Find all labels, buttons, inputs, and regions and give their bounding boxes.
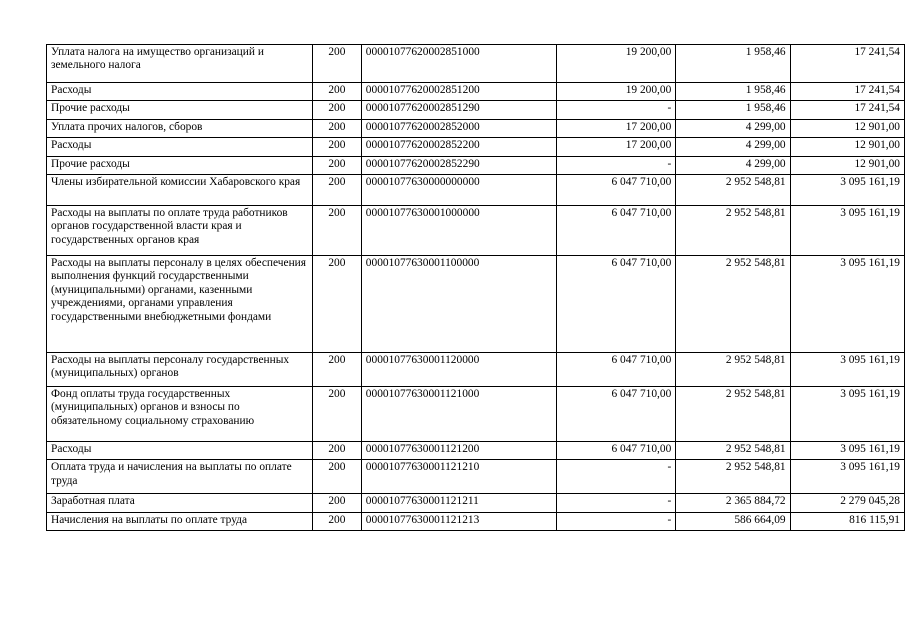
cell-executed: 2 952 548,81 [676, 256, 790, 353]
table-row [47, 206, 905, 256]
cell-unexecuted: 17 241,54 [790, 101, 904, 119]
cell-budget-code: 00001077620002852200 [361, 138, 556, 156]
cell-budget-code: 00001077630000000000 [361, 175, 556, 206]
cell-name: Расходы на выплаты персоналу в целях обеспечения выполнения функций государственными (муниципальными) органами, казенными учреждениями, органами управления государственными внебюджетными фондами [47, 256, 313, 353]
cell-executed: 1 958,46 [676, 45, 790, 83]
cell-line-code: 200 [312, 206, 361, 256]
cell-budget-code: 00001077620002851290 [361, 101, 556, 119]
cell-name: Фонд оплаты труда государственных (муниципальных) органов и взносы по обязательному социальному страхованию [47, 387, 313, 442]
cell-name: Уплата прочих налогов, сборов [47, 119, 313, 137]
cell-unexecuted: 816 115,91 [790, 512, 904, 530]
table-row [47, 460, 905, 494]
table-row [47, 494, 905, 512]
cell-line-code: 200 [312, 119, 361, 137]
cell-executed: 2 952 548,81 [676, 353, 790, 387]
cell-executed: 2 952 548,81 [676, 442, 790, 460]
cell-executed: 1 958,46 [676, 101, 790, 119]
table-row [47, 387, 905, 442]
cell-unexecuted: 3 095 161,19 [790, 353, 904, 387]
cell-line-code: 200 [312, 387, 361, 442]
cell-name: Прочие расходы [47, 156, 313, 174]
table-row [47, 101, 905, 119]
cell-approved: - [557, 460, 676, 494]
table-row [47, 353, 905, 387]
cell-budget-code: 00001077630001120000 [361, 353, 556, 387]
cell-approved: - [557, 156, 676, 174]
cell-executed: 2 952 548,81 [676, 387, 790, 442]
cell-line-code: 200 [312, 442, 361, 460]
cell-line-code: 200 [312, 175, 361, 206]
cell-budget-code: 00001077630001121213 [361, 512, 556, 530]
cell-budget-code: 00001077620002852290 [361, 156, 556, 174]
cell-line-code: 200 [312, 494, 361, 512]
cell-name: Расходы [47, 442, 313, 460]
cell-name: Расходы на выплаты персоналу государственных (муниципальных) органов [47, 353, 313, 387]
cell-approved: 6 047 710,00 [557, 256, 676, 353]
budget-execution-table [46, 44, 905, 531]
cell-budget-code: 00001077630001100000 [361, 256, 556, 353]
cell-executed: 2 952 548,81 [676, 175, 790, 206]
cell-line-code: 200 [312, 83, 361, 101]
table-row [47, 138, 905, 156]
cell-approved: - [557, 494, 676, 512]
cell-name: Члены избирательной комиссии Хабаровского края [47, 175, 313, 206]
cell-approved: 6 047 710,00 [557, 175, 676, 206]
cell-approved: 19 200,00 [557, 83, 676, 101]
cell-budget-code: 00001077630001121210 [361, 460, 556, 494]
cell-executed: 4 299,00 [676, 119, 790, 137]
cell-unexecuted: 12 901,00 [790, 138, 904, 156]
cell-unexecuted: 3 095 161,19 [790, 460, 904, 494]
cell-executed: 4 299,00 [676, 138, 790, 156]
cell-unexecuted: 17 241,54 [790, 45, 904, 83]
table-row [47, 256, 905, 353]
cell-line-code: 200 [312, 512, 361, 530]
cell-budget-code: 00001077630001121000 [361, 387, 556, 442]
cell-approved: - [557, 512, 676, 530]
cell-budget-code: 00001077620002851000 [361, 45, 556, 83]
cell-executed: 4 299,00 [676, 156, 790, 174]
table-row [47, 156, 905, 174]
cell-line-code: 200 [312, 353, 361, 387]
cell-unexecuted: 12 901,00 [790, 119, 904, 137]
cell-budget-code: 00001077630001121211 [361, 494, 556, 512]
cell-approved: - [557, 101, 676, 119]
cell-unexecuted: 3 095 161,19 [790, 387, 904, 442]
cell-name: Расходы [47, 83, 313, 101]
cell-name: Уплата налога на имущество организаций и земельного налога [47, 45, 313, 83]
table-row [47, 83, 905, 101]
cell-executed: 1 958,46 [676, 83, 790, 101]
cell-name: Заработная плата [47, 494, 313, 512]
cell-line-code: 200 [312, 460, 361, 494]
cell-budget-code: 00001077630001121200 [361, 442, 556, 460]
cell-unexecuted: 12 901,00 [790, 156, 904, 174]
cell-unexecuted: 3 095 161,19 [790, 256, 904, 353]
cell-executed: 2 952 548,81 [676, 460, 790, 494]
cell-executed: 586 664,09 [676, 512, 790, 530]
cell-approved: 6 047 710,00 [557, 387, 676, 442]
cell-budget-code: 00001077620002851200 [361, 83, 556, 101]
table-row [47, 119, 905, 137]
cell-executed: 2 952 548,81 [676, 206, 790, 256]
cell-unexecuted: 3 095 161,19 [790, 442, 904, 460]
table-row [47, 442, 905, 460]
cell-unexecuted: 3 095 161,19 [790, 206, 904, 256]
cell-budget-code: 00001077630001000000 [361, 206, 556, 256]
cell-name: Начисления на выплаты по оплате труда [47, 512, 313, 530]
table-row [47, 512, 905, 530]
cell-approved: 6 047 710,00 [557, 442, 676, 460]
cell-approved: 6 047 710,00 [557, 206, 676, 256]
cell-approved: 17 200,00 [557, 119, 676, 137]
cell-unexecuted: 17 241,54 [790, 83, 904, 101]
cell-budget-code: 00001077620002852000 [361, 119, 556, 137]
cell-unexecuted: 2 279 045,28 [790, 494, 904, 512]
cell-line-code: 200 [312, 156, 361, 174]
cell-name: Прочие расходы [47, 101, 313, 119]
cell-name: Расходы [47, 138, 313, 156]
table-row [47, 45, 905, 83]
cell-approved: 6 047 710,00 [557, 353, 676, 387]
cell-line-code: 200 [312, 256, 361, 353]
cell-line-code: 200 [312, 45, 361, 83]
cell-line-code: 200 [312, 138, 361, 156]
cell-line-code: 200 [312, 101, 361, 119]
cell-name: Оплата труда и начисления на выплаты по оплате труда [47, 460, 313, 494]
cell-approved: 19 200,00 [557, 45, 676, 83]
table-row [47, 175, 905, 206]
cell-executed: 2 365 884,72 [676, 494, 790, 512]
cell-name: Расходы на выплаты по оплате труда работников органов государственной власти края и государственных органов края [47, 206, 313, 256]
cell-unexecuted: 3 095 161,19 [790, 175, 904, 206]
cell-approved: 17 200,00 [557, 138, 676, 156]
